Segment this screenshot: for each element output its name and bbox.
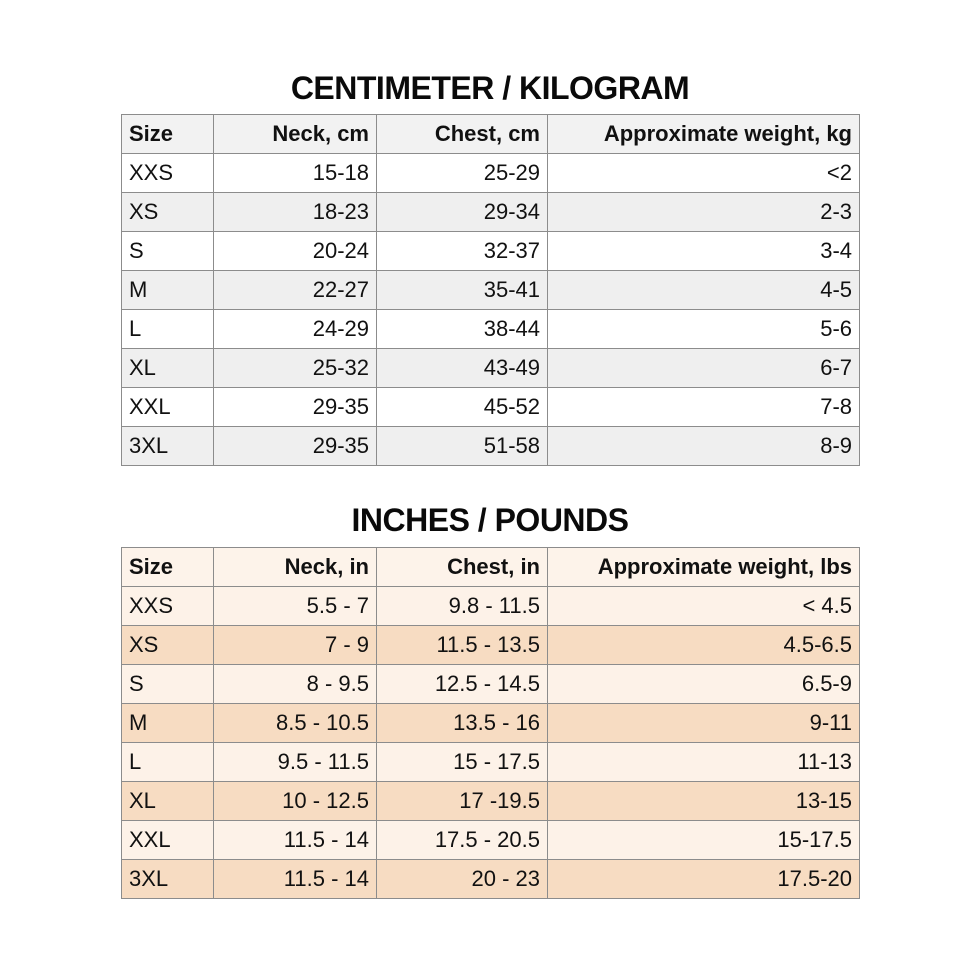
chest-cell: 38-44 [377,310,548,349]
column-header-neck: Neck, in [214,548,377,587]
table-row [122,665,860,704]
table-row [122,743,860,782]
chest-cell: 51-58 [377,427,548,466]
neck-cell: 29-35 [214,388,377,427]
column-header-neck: Neck, cm [214,115,377,154]
imperial-size-table [121,547,860,899]
table-row [122,704,860,743]
column-header-chest: Chest, cm [377,115,548,154]
chest-cell: 45-52 [377,388,548,427]
chest-cell: 29-34 [377,193,548,232]
neck-cell: 29-35 [214,427,377,466]
size-cell: XL [122,782,214,821]
neck-cell: 20-24 [214,232,377,271]
table-row [122,154,860,193]
table-row [122,587,860,626]
size-cell: XL [122,349,214,388]
table-row [122,310,860,349]
weight-cell: 6-7 [548,349,860,388]
table-row [122,626,860,665]
imperial-table-title: INCHES / POUNDS [351,502,629,538]
weight-cell: <2 [548,154,860,193]
column-header-weight: Approximate weight, lbs [548,548,860,587]
neck-cell: 10 - 12.5 [214,782,377,821]
table-row [122,271,860,310]
chest-cell: 12.5 - 14.5 [377,665,548,704]
neck-cell: 24-29 [214,310,377,349]
weight-cell: 13-15 [548,782,860,821]
metric-table-title: CENTIMETER / KILOGRAM [290,70,690,106]
chest-cell: 35-41 [377,271,548,310]
size-cell: L [122,310,214,349]
neck-cell: 15-18 [214,154,377,193]
table-header-row [122,115,860,154]
neck-cell: 5.5 - 7 [214,587,377,626]
neck-cell: 11.5 - 14 [214,860,377,899]
size-cell: S [122,232,214,271]
table-row [122,782,860,821]
table-row [122,232,860,271]
weight-cell: 15-17.5 [548,821,860,860]
weight-cell: 2-3 [548,193,860,232]
size-cell: XXS [122,154,214,193]
neck-cell: 9.5 - 11.5 [214,743,377,782]
size-cell: 3XL [122,427,214,466]
chest-cell: 11.5 - 13.5 [377,626,548,665]
metric-size-table [121,114,860,466]
neck-cell: 7 - 9 [214,626,377,665]
size-cell: L [122,743,214,782]
weight-cell: 4.5-6.5 [548,626,860,665]
table-row [122,860,860,899]
size-cell: XS [122,193,214,232]
neck-cell: 8.5 - 10.5 [214,704,377,743]
size-cell: XXL [122,821,214,860]
size-cell: M [122,704,214,743]
chest-cell: 17 -19.5 [377,782,548,821]
column-header-chest: Chest, in [377,548,548,587]
chest-cell: 25-29 [377,154,548,193]
column-header-weight: Approximate weight, kg [548,115,860,154]
column-header-size: Size [122,548,214,587]
size-cell: XXL [122,388,214,427]
chest-cell: 15 - 17.5 [377,743,548,782]
chest-cell: 32-37 [377,232,548,271]
column-header-size: Size [122,115,214,154]
size-cell: XS [122,626,214,665]
neck-cell: 8 - 9.5 [214,665,377,704]
weight-cell: 3-4 [548,232,860,271]
neck-cell: 22-27 [214,271,377,310]
chest-cell: 13.5 - 16 [377,704,548,743]
table-header-row [122,548,860,587]
table-row [122,821,860,860]
weight-cell: < 4.5 [548,587,860,626]
size-cell: S [122,665,214,704]
weight-cell: 6.5-9 [548,665,860,704]
chest-cell: 43-49 [377,349,548,388]
table-row [122,349,860,388]
weight-cell: 7-8 [548,388,860,427]
chest-cell: 17.5 - 20.5 [377,821,548,860]
neck-cell: 25-32 [214,349,377,388]
table-row [122,427,860,466]
size-cell: 3XL [122,860,214,899]
size-cell: XXS [122,587,214,626]
weight-cell: 8-9 [548,427,860,466]
chest-cell: 9.8 - 11.5 [377,587,548,626]
weight-cell: 4-5 [548,271,860,310]
weight-cell: 11-13 [548,743,860,782]
neck-cell: 18-23 [214,193,377,232]
table-row [122,388,860,427]
size-cell: M [122,271,214,310]
neck-cell: 11.5 - 14 [214,821,377,860]
chest-cell: 20 - 23 [377,860,548,899]
weight-cell: 5-6 [548,310,860,349]
weight-cell: 9-11 [548,704,860,743]
weight-cell: 17.5-20 [548,860,860,899]
table-row [122,193,860,232]
